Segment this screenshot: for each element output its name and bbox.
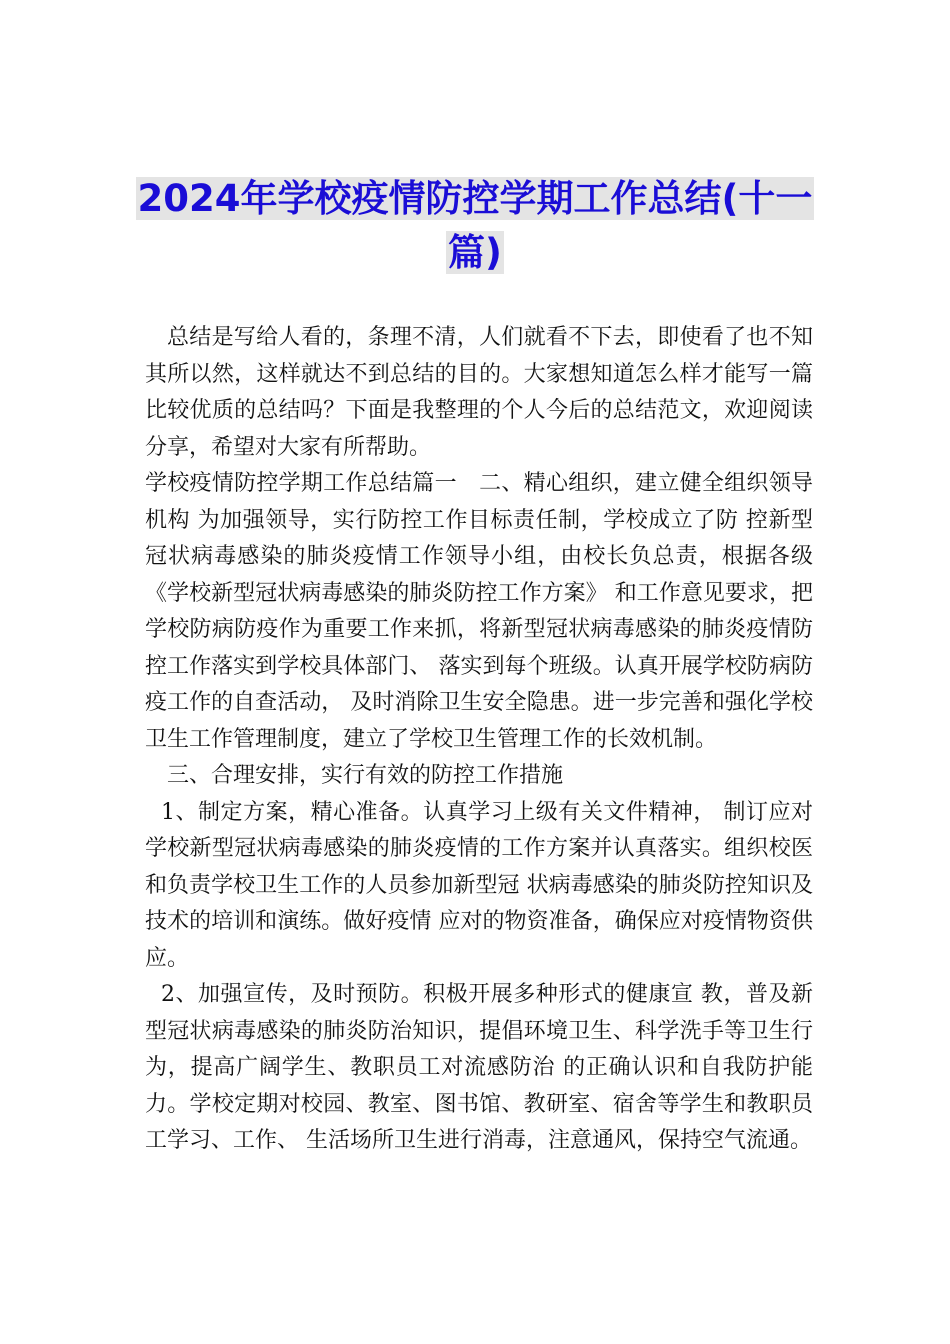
section-one-paragraph: 学校疫情防控学期工作总结篇一 二、精心组织，建立健全组织领导机构 为加强领导，实行防控工作目标责任制，学校成立了防 控新型冠状病毒感染的肺炎疫情工作领导小组，由校长负总责，根据各级《学校新型冠状病毒感染的肺炎防控工作方案》 和工作意见要求，把学校防病防疫作为重要工作来抓，将新型冠状病毒感染的肺炎疫情防控工作落实到学校具体部门、 落实到每个班级。认真开展学校防病防疫工作的自查活动， 及时消除卫生安全隐患。进一步完善和强化学校卫生工作管理制度，建立了学校卫生管理工作的长效机制。: [145, 471, 813, 752]
measure-one-paragraph: 1、制定方案，精心准备。认真学习上级有关文件精神， 制订应对学校新型冠状病毒感染的肺炎疫情的工作方案并认真落实。组织校医和负责学校卫生工作的人员参加新型冠 状病毒感染的肺炎防控知识及技术的培训和演练。做好疫情 应对的物资准备，确保应对疫情物资供应。: [145, 799, 813, 971]
section-three-heading: 三、合理安排，实行有效的防控工作措施: [167, 763, 564, 788]
intro-paragraph: 总结是写给人看的，条理不清，人们就看不下去，即使看了也不知其所以然，这样就达不到总结的目的。大家想知道怎么样才能写一篇比较优质的总结吗？下面是我整理的个人今后的总结范文，欢迎阅读分享，希望对大家有所帮助。: [145, 325, 813, 460]
document-title: [120, 172, 830, 280]
document-title-text: 2024年学校疫情防控学期工作总结(十一篇): [137, 177, 813, 274]
document-body: [145, 320, 813, 1160]
measure-two-paragraph: 2、加强宣传，及时预防。积极开展多种形式的健康宣 教，普及新型冠状病毒感染的肺炎防治知识，提倡环境卫生、科学洗手等卫生行为，提高广阔学生、教职员工对流感防治 的正确认识和自我防护能力。学校定期对校园、教室、图书馆、教研室、宿舍等学生和教职员工学习、工作、 生活场所卫生进行消毒，注意通风，保持空气流通。: [145, 982, 813, 1153]
